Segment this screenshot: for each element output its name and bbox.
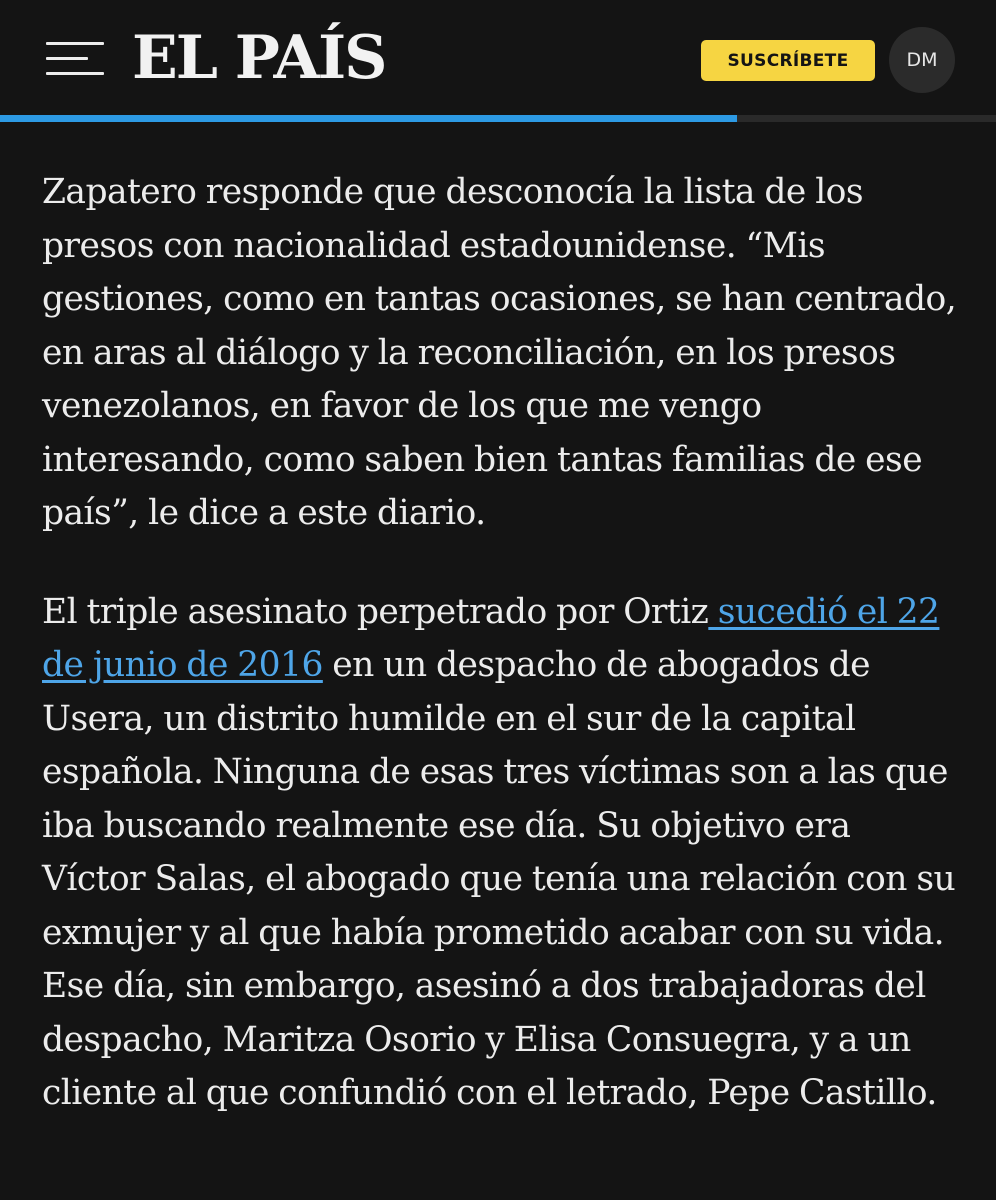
article-link[interactable]: sucedió el 22 de junio de 2016	[42, 591, 940, 685]
hamburger-icon[interactable]	[46, 42, 104, 76]
paragraph-text: en un despacho de abogados de Usera, un distrito humilde en el sur de la capital española. Ninguna de esas tres víctimas son a las que iba buscando realmente ese día. Su objetivo era Víctor Salas, el abogado que tenía una relación con su exmujer y al que había prometido acabar con su vida. Ese día, sin embargo, asesinó a dos trabajadoras del despacho, Maritza Osorio y Elisa Consuegra, y a un cliente al que confundió con el letrado, Pepe Castillo.	[42, 645, 956, 1113]
reading-progress-fill	[0, 115, 737, 122]
article-paragraph	[42, 586, 962, 1121]
article-paragraph: Zapatero responde que desconocía la lista de los presos con nacionalidad estadounidense. “Mis gestiones, como en tantas ocasiones, se han centrado, en aras al diálogo y la reconciliación, en los presos venezolanos, en favor de los que me vengo interesando, como saben bien tantas familias de ese país”, le dice a este diario.	[42, 172, 957, 533]
subscribe-button[interactable]: SUSCRÍBETE	[701, 40, 875, 81]
article-body	[42, 166, 962, 1166]
paragraph-text: El triple asesinato perpetrado por Ortiz	[42, 591, 709, 632]
reading-progress-bar	[0, 115, 996, 122]
user-avatar[interactable]: DM	[889, 27, 955, 93]
site-header	[0, 0, 996, 116]
site-logo[interactable]: EL PAÍS	[132, 23, 386, 93]
